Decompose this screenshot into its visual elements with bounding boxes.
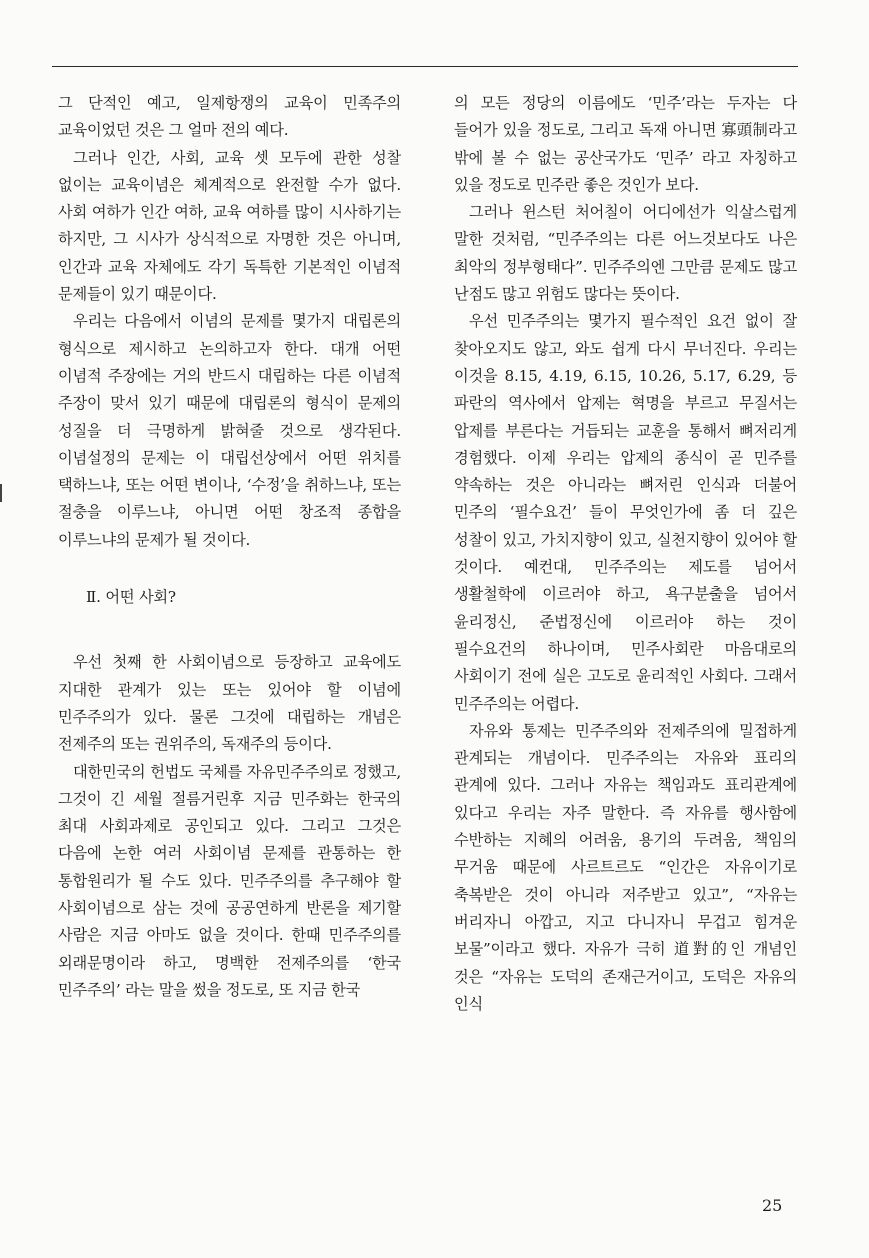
paragraph: 대한민국의 헌법도 국체를 자유민주주의로 정했고, 그것이 긴 세월 절름거린후 지금 민주화는 한국의 최대 사회과제로 공인되고 있다. 그리고 그것은 다음에 논한 여러 사회이념 문제를 관통하는 한 통합원리가 될 수도 있다. 민주주의를 추구해야 할 사회이념으로 삼는 것에 공공연하게 반론을 제기할 사람은 지금 아마도 없을 것이다. 한때 민주주의를 외래문명이라 하고, 명백한 전제주의를 ‘한국 민주주의’ 라는 말을 썼을 정도로, 또 지금 한국 [58, 762, 401, 999]
page-number: 25 [762, 1196, 783, 1215]
paragraph: 우선 첫째 한 사회이념으로 등장하고 교육에도 지대한 관계가 있는 또는 있어야 할 이념에 민주주의가 있다. 물론 그것에 대립하는 개념은 전제주의 또는 권위주의, 독재주의 등이다. [58, 653, 401, 754]
paragraph: 의 모든 정당의 이름에도 ‘민주’라는 두자는 다 들어가 있을 정도로, 그리고 독재 아니면 寡頭制라고 밖에 볼 수 없는 공산국가도 ‘민주’ 라고 자칭하고 있을 정도로 민주란 좋은 것인가 보다. [454, 94, 797, 194]
paragraph: 그러나 윈스턴 처어칠이 어디에선가 익살스럽게 말한 것처럼, “민주주의는 다른 어느것보다도 나은 최악의 정부형태다”. 민주주의엔 그만큼 문제도 많고 난점도 많고 위험도 많다는 뜻이다. [454, 203, 797, 304]
paragraph: 그러나 인간, 사회, 교육 셋 모두에 관한 성찰 없이는 교육이념은 체계적으로 완전할 수가 없다. 사회 여하가 인간 여하, 교육 여하를 많이 시사하기는 하지만, 그 시사가 상식적으로 자명한 것은 아니며, 인간과 교육 자체에도 각기 독특한 기본적인 이념적 문제들이 있기 때문이다. [58, 148, 401, 304]
margin-mark [0, 484, 2, 502]
left-column [58, 90, 401, 1004]
header-rule [52, 66, 798, 67]
section-heading: Ⅱ. 어떤 사회? [86, 588, 176, 607]
paragraph: 자유와 통제는 민주주의와 전제주의에 밀접하게 관계되는 개념이다. 민주주의는 자유와 표리의 관계에 있다. 그러나 자유는 책임과도 표리관계에 있다고 우리는 자주 말한다. 즉 자유를 행사함에 수반하는 지혜의 어려움, 용기의 두려움, 책임의 무거움 때문에 사르트르도 “인간은 자유이기로 축복받은 것이 아니라 저주받고 있고”, “자유는 버리자니 아깝고, 지고 다니자니 무겁고 힘겨운 보물”이라고 했다. 자유가 극히 道對的인 개념인 것은 “자유는 도덕의 존재근거이고, 도덕은 자유의 인식 [454, 721, 797, 1013]
paragraph: 우선 민주주의는 몇가지 필수적인 요건 없이 잘 찾아오지도 않고, 와도 쉽게 다시 무너진다. 우리는 이것을 8.15, 4.19, 6.15, 10.26, 5.17, 6.29, 등 파란의 역사에서 압제는 혁명을 부르고 무질서는 압제를 부른다는 거듭되는 교훈을 통해서 뼈저리게 경험했다. 이제 우리는 압제의 종식이 곧 민주를 약속하는 것은 아니라는 뼈저린 인식과 더불어 민주의 ‘필수요건’ 들이 무엇인가에 좀 더 깊은 성찰이 있고, 가치지향이 있고, 실천지향이 있어야 할 것이다. 예컨대, 민주주의는 제도를 넘어서 생활철학에 이르러야 하고, 욕구분출을 넘어서 윤리정신, 준법정신에 이르러야 하는 것이 필수요건의 하나이며, 민주사회란 마음대로의 사회이기 전에 실은 고도로 윤리적인 사회다. 그래서 민주주의는 어렵다. [454, 312, 797, 713]
paragraph: 우리는 다음에서 이념의 문제를 몇가지 대립론의 형식으로 제시하고 논의하고자 한다. 대개 어떤 이념적 주장에는 거의 반드시 대립하는 다른 이념적 주장이 맞서 있기 때문에 대립론의 형식이 문제의 성질을 더 극명하게 밝혀줄 것으로 생각된다. 이념설정의 문제는 이 대립선상에서 어떤 위치를 택하느냐, 또는 어떤 변이나, ‘수정’을 취하느냐, 또는 절충을 이루느냐, 아니면 어떤 창조적 종합을 이루느냐의 문제가 될 것이다. [58, 312, 401, 549]
paragraph: 그 단적인 예고, 일제항쟁의 교육이 민족주의 교육이었던 것은 그 얼마 전의 예다. [58, 94, 401, 140]
right-column [454, 90, 797, 1018]
